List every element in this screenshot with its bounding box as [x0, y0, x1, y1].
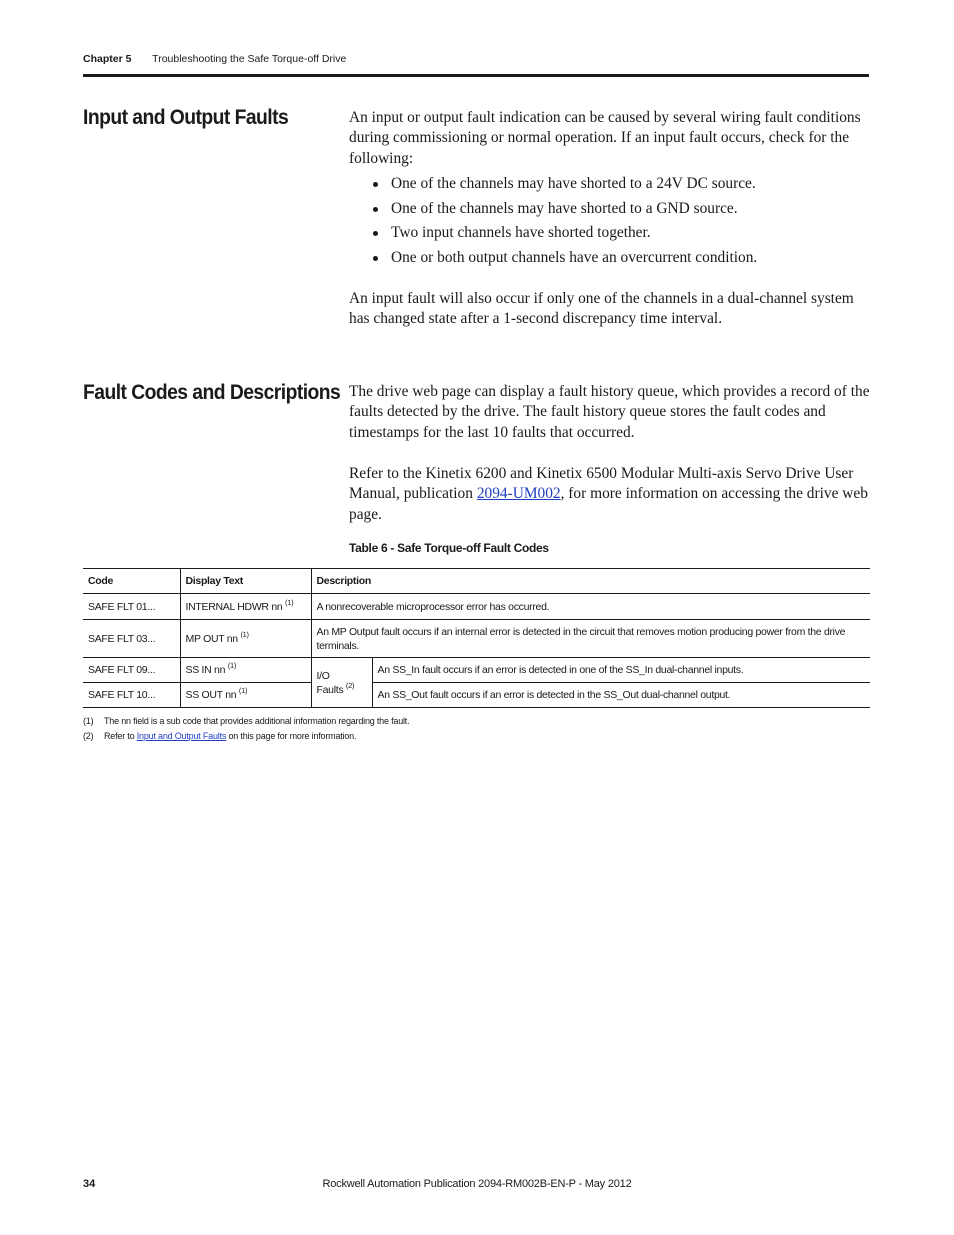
section-heading-fault-codes: Fault Codes and Descriptions [83, 381, 341, 404]
cell-display-text: MP OUT nn $^{(1)}$ [180, 620, 311, 658]
running-header [83, 53, 346, 65]
footnote-2: (2) Refer to Input and Output Faults on this page for more information. [83, 731, 357, 741]
io-faults-bullet-list [349, 172, 871, 270]
cell-display-text: INTERNAL HDWR nn $^{(1)}$ [180, 594, 311, 620]
table-row [83, 620, 870, 658]
footnote-ref: (1) [285, 597, 294, 607]
cell-display-text: SS IN nn $^{(1)}$ [180, 658, 311, 683]
bullet-icon [373, 256, 378, 261]
io-faults-closing: An input fault will also occur if only one of the channels in a dual-channel system has changed state after a 1-second discrepancy time interval. [349, 290, 854, 328]
chapter-title: Troubleshooting the Safe Torque-off Drive [152, 53, 347, 65]
bullet-icon [373, 182, 378, 187]
footnote-ref: (1) [238, 686, 248, 695]
column-header-description: Description [311, 569, 870, 594]
publication-link-2094-um002[interactable]: 2094-UM002 [476, 485, 561, 503]
fault-codes-table [83, 568, 870, 708]
chapter-label: Chapter 5 [83, 53, 132, 65]
cell-description: An MP Output fault occurs if an internal error is detected in the circuit that removes motion producing power from the drive terminals. [311, 620, 870, 658]
cell-code: SAFE FLT 10... [83, 683, 180, 708]
footnote-1: (1) The nn field is a sub code that provides additional information regarding the fault. [83, 716, 410, 726]
table-caption: Table 6 - Safe Torque-off Fault Codes [349, 541, 549, 555]
cell-description: A nonrecoverable microprocessor error has occurred. [311, 594, 870, 620]
footnote-ref: (2) [345, 680, 355, 690]
list-item: One of the channels may have shorted to a GND source. [349, 197, 871, 222]
list-item: One or both output channels have an overcurrent condition. [349, 246, 871, 271]
table-header-row [83, 569, 870, 594]
table-row [83, 683, 870, 708]
column-header-display-text: Display Text [180, 569, 311, 594]
cell-code: SAFE FLT 09... [83, 658, 180, 683]
footnote-ref: (1) [227, 661, 237, 670]
cell-code: SAFE FLT 03... [83, 620, 180, 658]
cell-display-text: SS OUT nn $^{(1)}$ [180, 683, 311, 708]
bullet-icon [373, 207, 378, 212]
io-faults-body [349, 108, 871, 271]
publication-footer: Rockwell Automation Publication 2094-RM002B-EN-P - May 2012 [322, 1178, 632, 1190]
cell-code: SAFE FLT 01... [83, 594, 180, 620]
header-rule [83, 74, 869, 77]
table-row [83, 658, 870, 683]
table-footnotes [83, 714, 409, 744]
fault-codes-para1: The drive web page can display a fault history queue, which provides a record of the faults detected by the drive. The fault history queue stores the fault codes and timestamps for the last 10 faults that occurred. [349, 383, 870, 441]
io-faults-intro: An input or output fault indication can be caused by several wiring fault conditions during commissioning or normal operation. If an input fault occurs, check for the following: [349, 109, 861, 167]
link-input-and-output-faults[interactable]: Input and Output Faults [136, 731, 227, 741]
cell-description: An SS_Out fault occurs if an error is detected in the SS_Out dual-channel output. [372, 683, 870, 708]
column-header-code: Code [83, 569, 180, 594]
table-row [83, 594, 870, 620]
cell-description: An SS_In fault occurs if an error is detected in one of the SS_In dual-channel inputs. [372, 658, 870, 683]
page-number: 34 [83, 1178, 96, 1190]
bullet-icon [373, 231, 378, 236]
fault-codes-para2: Refer to the Kinetix 6200 and Kinetix 6500 Modular Multi-axis Servo Drive User Manual, publication 2094-UM002, for more information on accessing the drive web page. [349, 465, 868, 523]
cell-io-faults-group: I/O Faults $^{(2)}$ [311, 658, 372, 708]
footnote-ref: (1) [240, 629, 249, 639]
list-item: Two input channels have shorted together. [349, 221, 871, 246]
list-item: One of the channels may have shorted to a 24V DC source. [349, 172, 871, 197]
section-heading-io-faults: Input and Output Faults [83, 106, 289, 129]
